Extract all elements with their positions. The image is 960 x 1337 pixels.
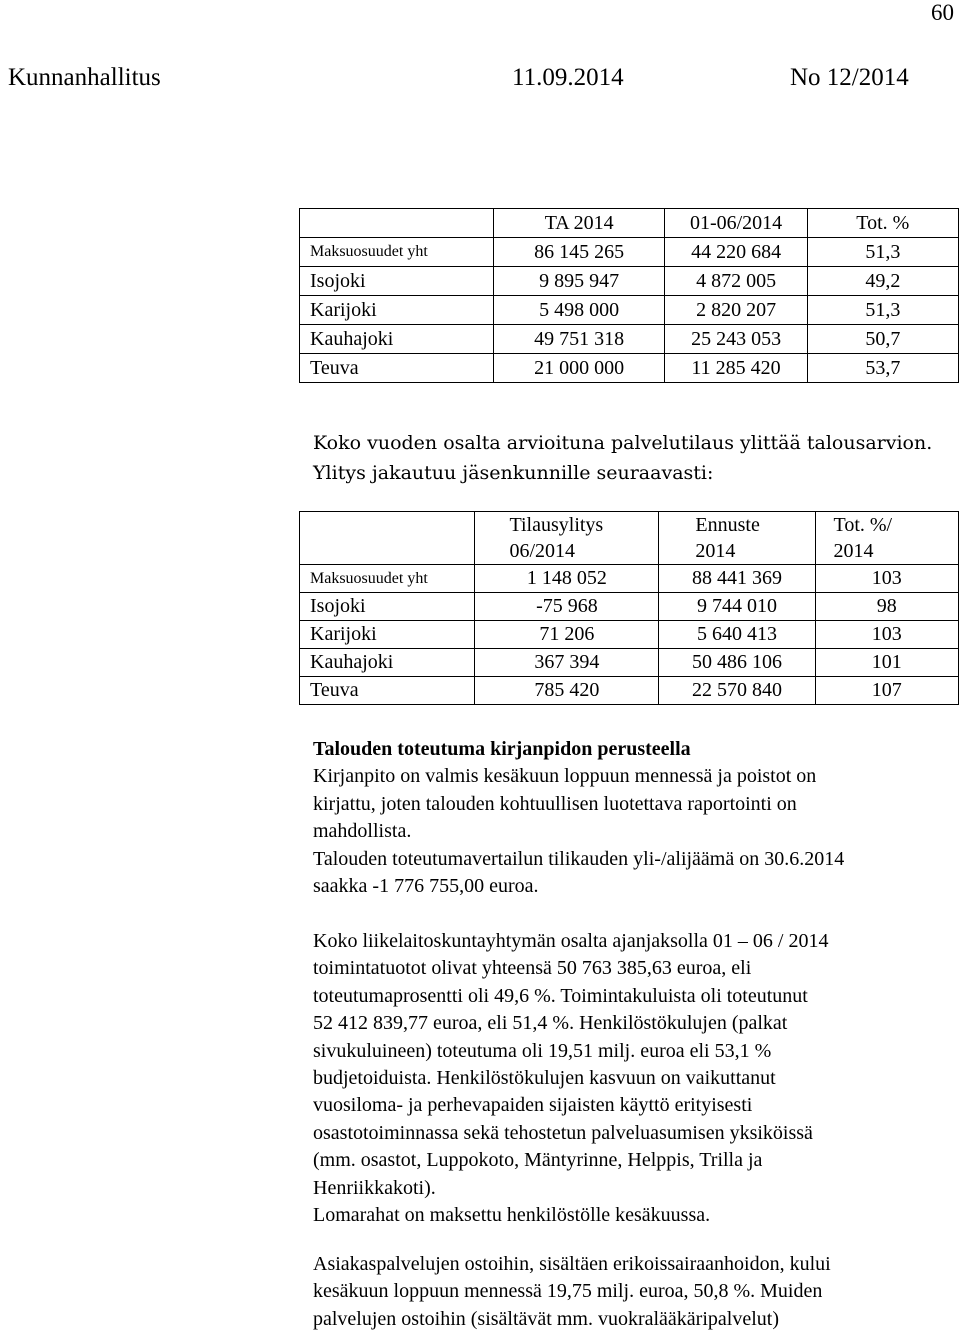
body-line: budjetoiduista. Henkilöstökulujen kasvuun on vaikuttanut — [313, 1067, 776, 1090]
table-header-row — [300, 512, 959, 565]
table-cell: 71 206 — [475, 621, 659, 649]
header-line: 06/2014 — [509, 540, 576, 562]
intro-line: Koko vuoden osalta arvioituna palvelutilaus ylittää talousarvion. — [313, 432, 933, 454]
table-row — [300, 238, 959, 267]
table-cell: -75 968 — [475, 593, 659, 621]
table-cell: 4 872 005 — [665, 267, 807, 296]
header-line: Tot. %/ — [833, 514, 893, 536]
table-row — [300, 296, 959, 325]
table-row — [300, 593, 959, 621]
table-cell: 53,7 — [807, 354, 958, 383]
table-cell: 51,3 — [807, 296, 958, 325]
body-line: Talouden toteutumavertailun tilikauden yli-/alijäämä on 30.6.2014 — [313, 847, 845, 870]
overrun-intro — [313, 428, 953, 488]
row-label: Kauhajoki — [300, 649, 475, 677]
table-cell: 5 498 000 — [493, 296, 665, 325]
header-number: No 12/2014 — [790, 64, 909, 91]
table-header-row — [300, 209, 959, 238]
table-cell: 49,2 — [807, 267, 958, 296]
header-organization: Kunnanhallitus — [8, 64, 161, 91]
body-line: Koko liikelaitoskuntayhtymän osalta ajanjaksolla 01 – 06 / 2014 — [313, 930, 829, 952]
body-line: osastotoiminnassa sekä tehostetun palveluasumisen yksiköissä — [313, 1121, 813, 1144]
row-label: Maksuosuudet yht — [300, 238, 494, 267]
table-cell: 101 — [815, 649, 958, 677]
body-line: (mm. osastot, Luppokoto, Mäntyrinne, Helppis, Trilla ja — [313, 1149, 763, 1172]
body-line: mahdollista. — [313, 820, 412, 843]
table-cell: 86 145 265 — [493, 238, 665, 267]
table-cell: 49 751 318 — [493, 325, 665, 354]
table-cell: 25 243 053 — [665, 325, 807, 354]
page-number: 60 — [931, 0, 954, 25]
header-line: 2014 — [695, 540, 736, 562]
table-row — [300, 649, 959, 677]
table-cell: 5 640 413 — [659, 621, 815, 649]
purchases-paragraph — [313, 1251, 953, 1333]
table-row — [300, 621, 959, 649]
table-cell: 1 148 052 — [475, 565, 659, 593]
body-line: Henriikkakoti). — [313, 1176, 436, 1199]
table-cell: 11 285 420 — [665, 354, 807, 383]
section-title: Talouden toteutuma kirjanpidon perusteella — [313, 738, 691, 760]
accounting-section — [313, 736, 953, 900]
table-cell: 44 220 684 — [665, 238, 807, 267]
membership-fees-table — [299, 208, 959, 383]
table-cell: 103 — [815, 621, 958, 649]
table-header-cell — [300, 209, 494, 238]
intro-line: Ylitys jakautuu jäsenkunnille seuraavasti: — [313, 462, 714, 484]
table-row — [300, 325, 959, 354]
body-line: Lomarahat on maksettu henkilöstölle kesäkuussa. — [313, 1204, 711, 1227]
row-label: Maksuosuudet yht — [300, 565, 475, 593]
table-row — [300, 677, 959, 705]
table-row — [300, 267, 959, 296]
table-cell: 88 441 369 — [659, 565, 815, 593]
body-line: toimintatuotot olivat yhteensä 50 763 385,63 euroa, eli — [313, 957, 752, 980]
table-cell: 22 570 840 — [659, 677, 815, 705]
body-line: Kirjanpito on valmis kesäkuun loppuun mennessä ja poistot on — [313, 765, 817, 788]
table-header-cell — [300, 512, 475, 565]
table-cell: 21 000 000 — [493, 354, 665, 383]
table-cell: 9 895 947 — [493, 267, 665, 296]
table-cell: 50 486 106 — [659, 649, 815, 677]
row-label: Karijoki — [300, 296, 494, 325]
body-line: vuosiloma- ja perhevapaiden sijaisten käyttö erityisesti — [313, 1094, 753, 1117]
row-label: Karijoki — [300, 621, 475, 649]
table-header-cell — [659, 512, 815, 565]
table-cell: 107 — [815, 677, 958, 705]
table-row — [300, 354, 959, 383]
body-line: 52 412 839,77 euroa, eli 51,4 %. Henkilöstökulujen (palkat — [313, 1012, 788, 1035]
row-label: Teuva — [300, 677, 475, 705]
row-label: Isojoki — [300, 267, 494, 296]
body-line: Asiakaspalvelujen ostoihin, sisältäen erikoissairaanhoidon, kului — [313, 1253, 831, 1275]
body-line: saakka -1 776 755,00 euroa. — [313, 875, 539, 898]
row-label: Teuva — [300, 354, 494, 383]
operations-paragraph — [313, 928, 953, 1229]
table-cell: 2 820 207 — [665, 296, 807, 325]
body-line: palvelujen ostoihin (sisältävät mm. vuokralääkäripalvelut) — [313, 1307, 779, 1330]
table-cell: 103 — [815, 565, 958, 593]
header-line: Tilausylitys — [509, 514, 604, 536]
body-line: sivukuluineen) toteutuma oli 19,51 milj. euroa eli 53,1 % — [313, 1039, 772, 1062]
row-label: Kauhajoki — [300, 325, 494, 354]
table-header-cell — [815, 512, 958, 565]
overrun-table — [299, 511, 959, 705]
table-cell: 98 — [815, 593, 958, 621]
table-cell: 50,7 — [807, 325, 958, 354]
body-line: toteutumaprosentti oli 49,6 %. Toimintakuluista oli toteutunut — [313, 984, 808, 1007]
body-line: kesäkuun loppuun mennessä 19,75 milj. euroa, 50,8 %. Muiden — [313, 1280, 823, 1303]
row-label: Isojoki — [300, 593, 475, 621]
table-row — [300, 565, 959, 593]
table-cell: 9 744 010 — [659, 593, 815, 621]
table-cell: 785 420 — [475, 677, 659, 705]
table-cell: 51,3 — [807, 238, 958, 267]
header-date: 11.09.2014 — [512, 64, 624, 91]
table-header-cell — [475, 512, 659, 565]
table-header-cell: TA 2014 — [493, 209, 665, 238]
header-line: 2014 — [833, 540, 874, 562]
table-cell: 367 394 — [475, 649, 659, 677]
header-line: Ennuste — [695, 514, 760, 536]
table-header-cell: 01-06/2014 — [665, 209, 807, 238]
table-header-cell: Tot. % — [807, 209, 958, 238]
body-line: kirjattu, joten talouden kohtuullisen luotettava raportointi on — [313, 792, 797, 815]
